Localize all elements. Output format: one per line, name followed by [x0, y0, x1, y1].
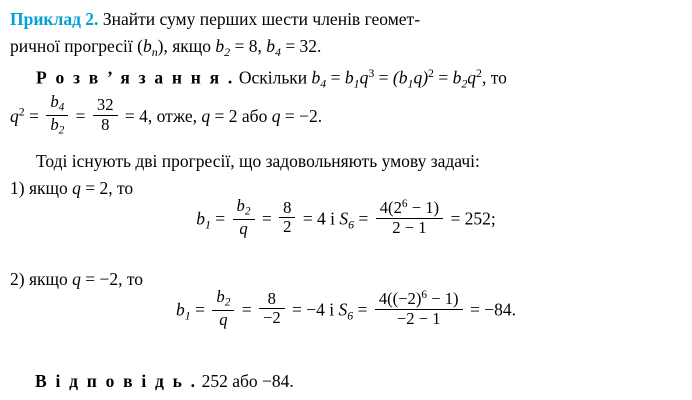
- eq1-frac3-denominator: 2 − 1: [376, 218, 443, 238]
- two-progressions-text: Тоді існують дві прогресії, що задовольняють умову задачі:: [36, 151, 480, 171]
- q2-equals-1: =: [24, 105, 44, 126]
- example-statement-line2-pre: ричної прогресії (: [10, 36, 143, 56]
- q2-equals-2: =: [71, 105, 90, 126]
- q2-value: = 4, отже,: [120, 105, 202, 126]
- eq1-S: S: [339, 208, 349, 229]
- q2-lhs-q: q: [10, 105, 19, 126]
- answer-paragraph: [35, 368, 685, 395]
- solution-expr1-q: q: [359, 67, 369, 88]
- eq1-b1: b: [196, 208, 205, 229]
- var-b4: b: [266, 36, 275, 56]
- solution-expr3-b-subscript: 2: [461, 76, 468, 91]
- case2-equation-row: [0, 287, 692, 332]
- eq1-frac-numerator: [233, 197, 255, 218]
- eq1-equals-1: =: [210, 208, 230, 229]
- eq2-frac3-denominator: −2 − 1: [375, 309, 463, 329]
- eq2-equals-1: =: [190, 299, 210, 320]
- frac2-numerator: 32: [96, 95, 114, 115]
- fraction-sum-2: [375, 289, 463, 328]
- eq1-final: = 252;: [446, 208, 496, 229]
- solution-to: , то: [482, 67, 507, 88]
- solution-expr1-q-exponent: 3: [368, 66, 375, 80]
- solution-b4: b: [311, 67, 321, 88]
- frac1-den-subscript: 2: [58, 124, 65, 137]
- frac1-num-b: b: [50, 92, 59, 112]
- eq2-frac-numerator: [212, 288, 234, 309]
- solution-text: Оскільки: [238, 67, 308, 88]
- eq1-frac3-numerator: [376, 198, 443, 218]
- var-b2-subscript: 2: [224, 44, 231, 59]
- solution-expr2-subscript: 1: [407, 76, 414, 91]
- frac1-den-b: b: [50, 114, 59, 134]
- case1-equation: [196, 196, 496, 241]
- eq2-S-subscript: 6: [347, 308, 354, 323]
- var-b4-subscript: 4: [274, 44, 281, 59]
- solution-paragraph: [10, 60, 686, 97]
- example-eq1: = 8,: [230, 36, 267, 56]
- q2-tail-eq1: = 2 або: [210, 105, 272, 126]
- example-paragraph: [10, 6, 686, 66]
- eq2-frac2-denominator: −2: [259, 308, 285, 328]
- q2-tail-eq2: = −2.: [280, 105, 323, 126]
- eq2-frac3-numerator: [375, 289, 463, 309]
- var-b2: b: [215, 36, 225, 56]
- eq1-equals-3: =: [354, 208, 373, 229]
- solution-b4-subscript: 4: [320, 76, 327, 91]
- eq2-frac-num-b: b: [216, 287, 225, 307]
- eq1-frac-num-subscript: 2: [244, 205, 251, 218]
- solution-eq-3: =: [433, 67, 453, 88]
- eq1-equals-2: =: [257, 208, 277, 229]
- solution-expr3-b: b: [452, 67, 462, 88]
- case2-prefix: 2) якщо: [10, 269, 73, 289]
- eq2-final: = −84.: [465, 299, 516, 320]
- solution-expr1-b: b: [344, 67, 354, 88]
- eq1-frac2-denominator: 2: [279, 217, 295, 237]
- q2-tail-q2: q: [271, 105, 281, 126]
- eq2-b1-subscript: 1: [184, 308, 191, 323]
- case2-q: q: [72, 269, 81, 289]
- eq2-frac3-num-post: − 1): [427, 289, 459, 309]
- eq1-frac3-num-pre: 4(2: [379, 198, 402, 218]
- q2-lhs-exponent: 2: [18, 104, 25, 119]
- case1-paragraph: [10, 175, 686, 202]
- fraction-8-over-minus2: [259, 290, 285, 328]
- fraction-denominator: [46, 115, 68, 137]
- solution-expr3-q-exponent: 2: [476, 66, 482, 80]
- eq1-frac-num-b: b: [236, 196, 245, 216]
- frac1-num-subscript: 4: [58, 101, 65, 114]
- fraction-8-over-2: [279, 199, 295, 237]
- eq1-frac-denominator: q: [233, 219, 255, 239]
- solution-expr2-exponent: 2: [428, 66, 434, 80]
- answer-value: 252 або −84.: [201, 371, 294, 391]
- case1-prefix: 1) якщо: [10, 178, 73, 198]
- q2-tail-q1: q: [201, 105, 211, 126]
- two-progressions-paragraph: [10, 148, 686, 175]
- q-squared-equation: [10, 92, 686, 140]
- solution-expr1-b-subscript: 1: [353, 76, 360, 91]
- fraction-b2-over-q-1: [233, 197, 255, 238]
- case1-equation-row: [0, 196, 692, 241]
- eq2-frac3-num-exponent: 6: [421, 289, 428, 302]
- example-statement-line2-post: ), якщо: [157, 36, 216, 56]
- eq2-equals-2: =: [237, 299, 256, 320]
- eq2-frac2-numerator: 8: [267, 288, 276, 308]
- case2-value: = −2, то: [80, 269, 144, 289]
- solution-expr2-q: q): [413, 67, 429, 88]
- eq2-S: S: [338, 299, 348, 320]
- eq1-frac2-numerator: 8: [283, 197, 292, 217]
- eq1-S-subscript: 6: [348, 217, 355, 232]
- case2-paragraph: [10, 266, 686, 293]
- solution-label: Р о з в ’ я з а н н я .: [36, 67, 235, 88]
- fraction-sum-1: [376, 198, 443, 237]
- fraction-32-over-8: [93, 96, 118, 134]
- eq2-frac-denominator: q: [212, 310, 234, 330]
- eq2-b1: b: [176, 299, 185, 320]
- eq2-result: = −4 і: [287, 299, 339, 320]
- case1-value: = 2, то: [80, 178, 134, 198]
- eq1-b1-subscript: 1: [204, 217, 211, 232]
- eq2-frac-num-subscript: 2: [224, 296, 231, 309]
- case1-q: q: [72, 178, 81, 198]
- example-eq2: = 32.: [280, 36, 322, 56]
- var-b-subscript-n: n: [151, 44, 158, 59]
- var-b: b: [142, 36, 152, 56]
- solution-eq-2: =: [374, 67, 393, 88]
- example-label: Приклад 2.: [10, 9, 99, 29]
- fraction-numerator: [46, 93, 68, 114]
- eq2-frac3-num-pre: 4((−2): [378, 289, 422, 309]
- fraction-b2-over-q-2: [212, 288, 234, 329]
- solution-expr3-q: q: [467, 67, 477, 88]
- eq1-frac3-num-post: − 1): [407, 198, 440, 218]
- solution-expr2-open: (b: [392, 67, 408, 88]
- eq1-result: = 4 і: [298, 208, 340, 229]
- example-statement-line1: Знайти суму перших шести членів геомет-: [102, 9, 421, 29]
- solution-eq-1: =: [326, 67, 345, 88]
- case2-equation: [176, 287, 516, 332]
- eq1-frac3-num-exponent: 6: [401, 198, 408, 211]
- frac2-denominator: 8: [93, 115, 118, 135]
- fraction-b4-over-b2: [46, 93, 68, 137]
- answer-label: В і д п о в і д ь .: [35, 371, 198, 391]
- eq2-equals-3: =: [353, 299, 372, 320]
